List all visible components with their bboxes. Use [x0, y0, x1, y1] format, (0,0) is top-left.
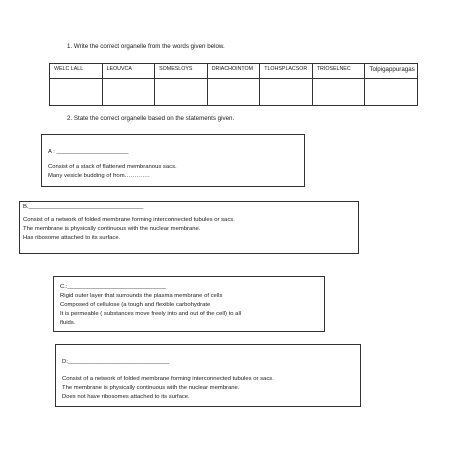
statement-box-c [53, 276, 325, 332]
statement-line: Consist of a network of folded membrane forming interconnected tubules or sacs. [62, 376, 274, 382]
statement-line: Composed of cellulose (a tough and flexible carbohydrate [60, 302, 211, 308]
answer-cell[interactable] [207, 79, 260, 106]
answer-cell[interactable] [365, 79, 418, 106]
statement-line: Rigid outer layer that surrounds the plasma membrane of cells [60, 293, 223, 299]
statement-box-b [19, 201, 359, 254]
question-2: 2. State the correct organelle based on the statements given. [67, 115, 235, 122]
answer-cell[interactable] [155, 79, 208, 106]
statement-line: Consist of a network of folded membrane forming interconnected tubules or sacs. [23, 217, 235, 223]
word-cell: TLOHSPLACSOR [260, 64, 313, 79]
answer-line-b[interactable]: B.___________________________________ [23, 204, 144, 210]
word-cell: TRIOSELNEC [312, 64, 365, 79]
statement-line: Has ribosome attached to its surface. [23, 235, 121, 241]
word-cell: DRIACHOINTOM [207, 64, 260, 79]
answer-cell[interactable] [102, 79, 155, 106]
answer-line-a[interactable]: A : ______________________ [48, 149, 129, 155]
answer-cell[interactable] [312, 79, 365, 106]
statement-line: fluids. [60, 320, 76, 326]
word-table [49, 63, 418, 106]
word-cell: Tolpigappuragas [365, 64, 418, 79]
statement-line: Consist of a stack of flattened membranous sacs. [48, 164, 177, 170]
answer-row [50, 79, 418, 106]
word-cell: SOMESLOYS [155, 64, 208, 79]
word-cell: WELC LALL [50, 64, 103, 79]
statement-line: The membrane is physically continuous with the nuclear membrane. [62, 385, 240, 391]
question-1: 1. Write the correct organelle from the words given below. [67, 43, 225, 50]
answer-line-d[interactable]: D:_______________________________ [62, 359, 170, 365]
word-row [50, 64, 418, 79]
answer-line-c[interactable]: C.:______________________________ [60, 284, 166, 290]
answer-cell[interactable] [260, 79, 313, 106]
word-cell: LEOUVCA [102, 64, 155, 79]
statement-line: It is permeable ( substances move freely into and out of the cell) to all [60, 311, 242, 317]
answer-cell[interactable] [50, 79, 103, 106]
statement-line: The membrane is physically continuous with the nuclear membrane. [23, 226, 201, 232]
statement-line: Many vesicle budding of from…………. [48, 173, 150, 179]
statement-line: Does not have ribosomes attached to its surface. [62, 394, 190, 400]
statement-box-a [41, 134, 305, 187]
statement-box-d [55, 344, 361, 407]
